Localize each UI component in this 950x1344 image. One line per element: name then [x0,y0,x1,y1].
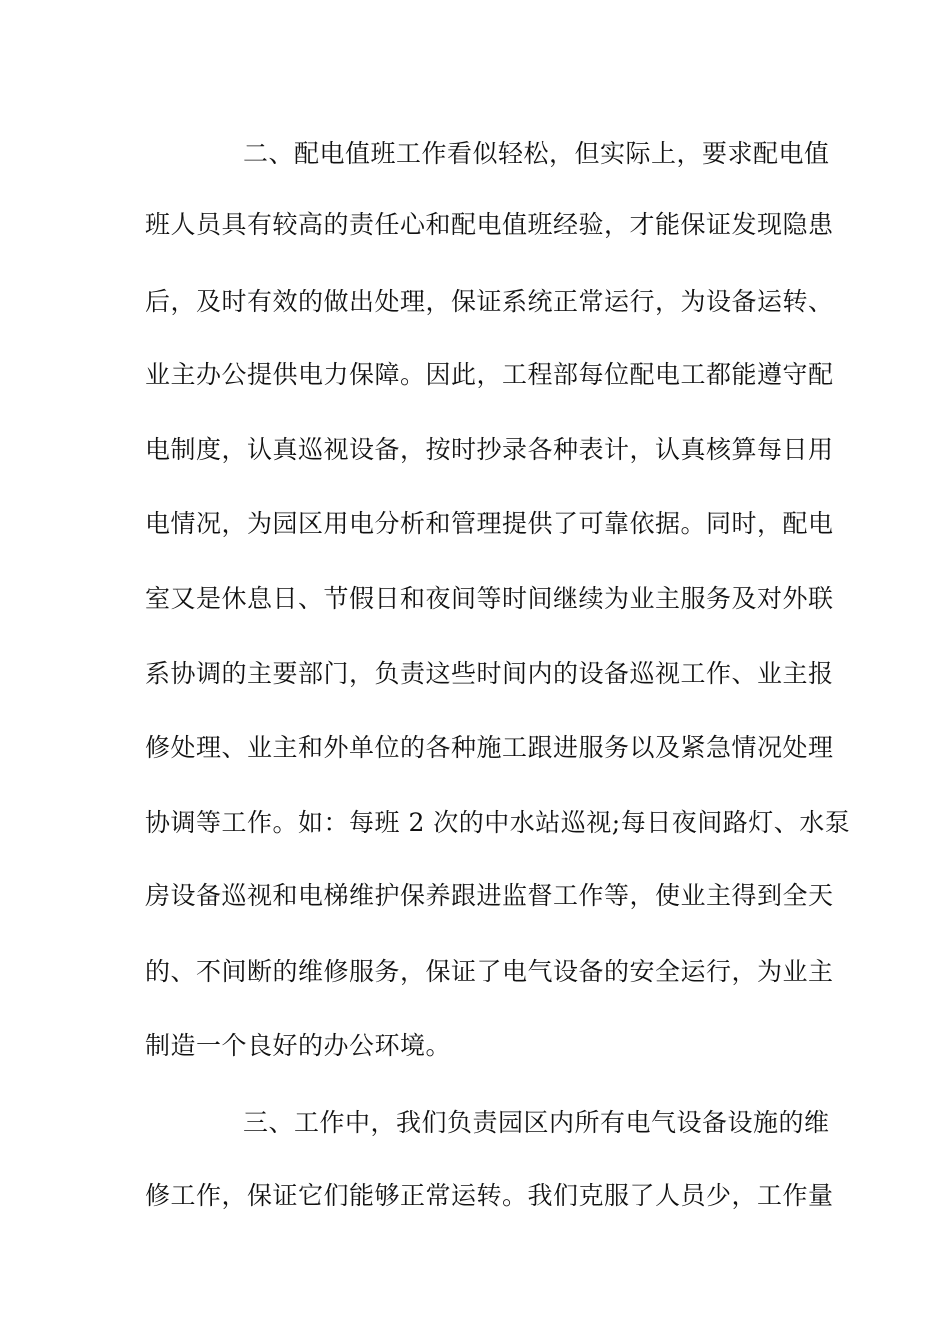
paragraph-3-line-1: 三、工作中，我们负责园区内所有电气设备设施的维 [243,1108,830,1137]
paragraph-2-line-13: 制造一个良好的办公环境。 [145,1031,452,1060]
paragraph-2-line-7: 室又是休息日、节假日和夜间等时间继续为业主服务及对外联 [145,584,834,613]
paragraph-2-line-10: 协调等工作。如：每班 2 次的中水站巡视;每日夜间路灯、水泵 [145,808,851,837]
paragraph-2-line-12: 的、不间断的维修服务，保证了电气设备的安全运行，为业主 [145,957,834,986]
paragraph-2-line-5: 电制度，认真巡视设备，按时抄录各种表计，认真核算每日用 [145,435,834,464]
paragraph-2-line-4: 业主办公提供电力保障。因此，工程部每位配电工都能遵守配 [145,360,834,389]
paragraph-2-line-1: 二、配电值班工作看似轻松，但实际上，要求配电值 [243,139,830,168]
paragraph-2-line-9: 修处理、业主和外单位的各种施工跟进服务以及紧急情况处理 [145,733,834,762]
paragraph-3-line-2: 修工作，保证它们能够正常运转。我们克服了人员少，工作量 [145,1181,834,1210]
paragraph-2-line-11: 房设备巡视和电梯维护保养跟进监督工作等，使业主得到全天 [145,881,834,910]
paragraph-2-line-3: 后，及时有效的做出处理，保证系统正常运行，为设备运转、 [145,287,834,316]
paragraph-2-line-6: 电情况，为园区用电分析和管理提供了可靠依据。同时，配电 [145,509,834,538]
paragraph-2-line-2: 班人员具有较高的责任心和配电值班经验，才能保证发现隐患 [145,210,834,239]
paragraph-2-line-8: 系协调的主要部门，负责这些时间内的设备巡视工作、业主报 [145,659,834,688]
